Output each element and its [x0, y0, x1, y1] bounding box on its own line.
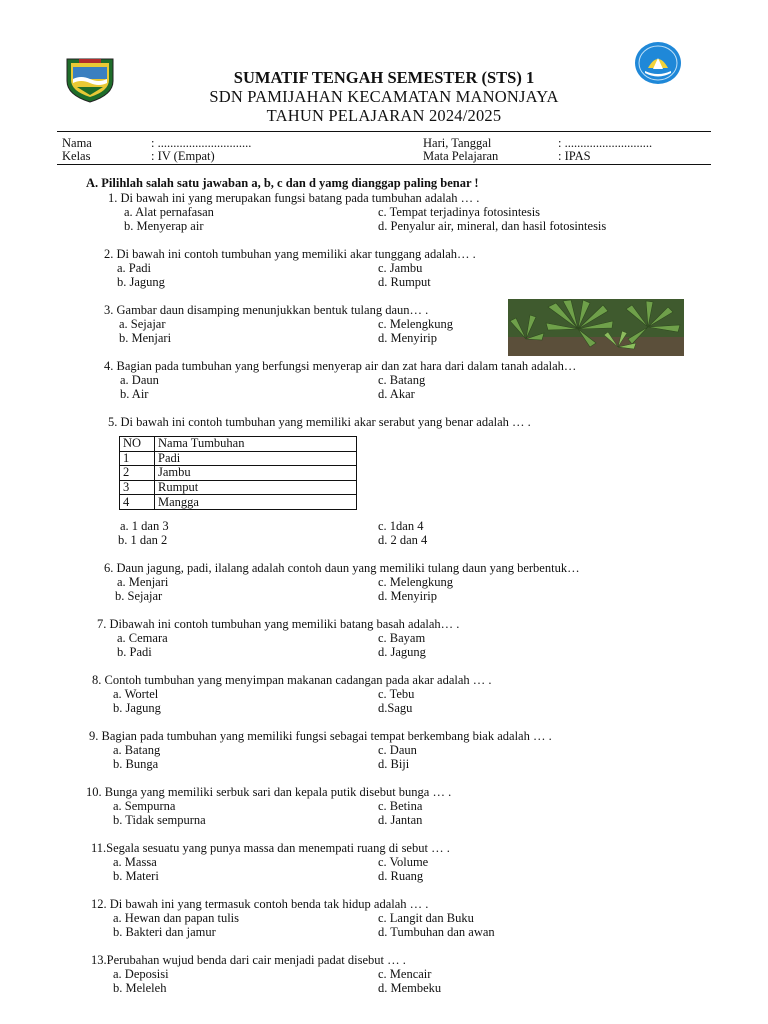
plant-table: [119, 436, 357, 510]
q5-option-a[interactable]: a. 1 dan 3: [120, 519, 169, 533]
q5-option-b[interactable]: b. 1 dan 2: [118, 533, 168, 547]
q7-option-d[interactable]: d. Jagung: [378, 645, 426, 659]
table-header-row: [120, 437, 357, 452]
q2-option-c[interactable]: c. Jambu: [378, 261, 423, 275]
q3-option-a[interactable]: a. Sejajar: [119, 317, 166, 331]
cassava-leaf-photo: [508, 299, 684, 356]
table-cell-no: 1: [120, 451, 155, 466]
q10-option-d[interactable]: d. Jantan: [378, 813, 423, 827]
q11-option-b[interactable]: b. Materi: [113, 869, 159, 883]
mapel-value: : IPAS: [558, 149, 591, 163]
q10-option-b[interactable]: b. Tidak sempurna: [113, 813, 206, 827]
q12-option-d[interactable]: d. Tumbuhan dan awan: [378, 925, 495, 939]
q8-option-a[interactable]: a. Wortel: [113, 687, 159, 701]
q8-option-b[interactable]: b. Jagung: [113, 701, 161, 715]
q1-option-c[interactable]: c. Tempat terjadinya fotosintesis: [378, 205, 541, 219]
q5-option-d[interactable]: d. 2 dan 4: [378, 533, 428, 547]
q8-option-c[interactable]: c. Tebu: [378, 687, 415, 701]
q11-option-a[interactable]: a. Massa: [113, 855, 157, 869]
q4-option-a[interactable]: a. Daun: [120, 373, 159, 387]
question-5: 5. Di bawah ini contoh tumbuhan yang memiliki akar serabut yang benar adalah … .: [108, 415, 531, 429]
question-3: 3. Gambar daun disamping menunjukkan bentuk tulang daun… .: [104, 303, 429, 317]
table-cell-name: Rumput: [155, 480, 357, 495]
q9-option-b[interactable]: b. Bunga: [113, 757, 159, 771]
kelas-label: Kelas: [62, 149, 91, 163]
kelas-value: : IV (Empat): [151, 149, 215, 163]
hari-label: Hari, Tanggal: [423, 136, 492, 150]
q4-option-d[interactable]: d. Akar: [378, 387, 415, 401]
table-row: [120, 480, 357, 495]
q7-option-a[interactable]: a. Cemara: [117, 631, 168, 645]
school-name: SDN PAMIJAHAN KECAMATAN MANONJAYA: [209, 87, 559, 106]
q13-option-a[interactable]: a. Deposisi: [113, 967, 169, 981]
q1-option-b[interactable]: b. Menyerap air: [124, 219, 204, 233]
q3-option-c[interactable]: c. Melengkung: [378, 317, 453, 331]
mapel-label: Mata Pelajaran: [423, 149, 499, 163]
table-cell-no: 2: [120, 466, 155, 481]
q1-option-a[interactable]: a. Alat pernafasan: [124, 205, 214, 219]
q3-option-b[interactable]: b. Menjari: [119, 331, 172, 345]
q9-option-a[interactable]: a. Batang: [113, 743, 161, 757]
q5-option-c[interactable]: c. 1dan 4: [378, 519, 424, 533]
table-row: [120, 466, 357, 481]
q9-option-c[interactable]: c. Daun: [378, 743, 417, 757]
q12-option-c[interactable]: c. Langit dan Buku: [378, 911, 474, 925]
question-6: 6. Daun jagung, padi, ilalang adalah contoh daun yang memiliki tulang daun yang berbentuk…: [104, 561, 580, 575]
q12-option-b[interactable]: b. Bakteri dan jamur: [113, 925, 216, 939]
question-4: 4. Bagian pada tumbuhan yang berfungsi menyerap air dan zat hara dari dalam tanah adalah…: [104, 359, 577, 373]
table-cell-name: Jambu: [155, 466, 357, 481]
academic-year: TAHUN PELAJARAN 2024/2025: [266, 106, 502, 125]
q9-option-d[interactable]: d. Biji: [378, 757, 410, 771]
section-a-instruction: A. Pilihlah salah satu jawaban a, b, c dan d yamg dianggap paling benar !: [86, 176, 479, 190]
question-13: 13.Perubahan wujud benda dari cair menjadi padat disebut … .: [91, 953, 406, 967]
table-cell-no: 4: [120, 495, 155, 510]
q11-option-d[interactable]: d. Ruang: [378, 869, 424, 883]
table-header-name: Nama Tumbuhan: [155, 437, 357, 452]
q2-option-a[interactable]: a. Padi: [117, 261, 152, 275]
q8-option-d[interactable]: d.Sagu: [378, 701, 413, 715]
q11-option-c[interactable]: c. Volume: [378, 855, 429, 869]
q2-option-b[interactable]: b. Jagung: [117, 275, 165, 289]
q13-option-c[interactable]: c. Mencair: [378, 967, 432, 981]
q13-option-d[interactable]: d. Membeku: [378, 981, 442, 995]
q6-option-c[interactable]: c. Melengkung: [378, 575, 453, 589]
q7-option-b[interactable]: b. Padi: [117, 645, 152, 659]
q10-option-a[interactable]: a. Sempurna: [113, 799, 176, 813]
q1-option-d[interactable]: d. Penyalur air, mineral, dan hasil fotosintesis: [378, 219, 607, 233]
nama-field[interactable]: : ..............................: [151, 136, 252, 150]
exam-title: SUMATIF TENGAH SEMESTER (STS) 1: [233, 68, 535, 87]
nama-label: Nama: [62, 136, 92, 150]
q3-option-d[interactable]: d. Menyirip: [378, 331, 438, 345]
q6-option-a[interactable]: a. Menjari: [117, 575, 169, 589]
hari-field[interactable]: : ............................: [558, 136, 653, 150]
q13-option-b[interactable]: b. Meleleh: [113, 981, 167, 995]
question-7: 7. Dibawah ini contoh tumbuhan yang memiliki batang basah adalah… .: [97, 617, 460, 631]
bottom-rule: [57, 164, 711, 165]
table-cell-name: Padi: [155, 451, 357, 466]
question-11: 11.Segala sesuatu yang punya massa dan menempati ruang di sebut … .: [91, 841, 450, 855]
q4-option-c[interactable]: c. Batang: [378, 373, 426, 387]
table-row: [120, 451, 357, 466]
q4-option-b[interactable]: b. Air: [120, 387, 149, 401]
q7-option-c[interactable]: c. Bayam: [378, 631, 426, 645]
q6-option-b[interactable]: b. Sejajar: [115, 589, 163, 603]
question-9: 9. Bagian pada tumbuhan yang memiliki fungsi sebagai tempat berkembang biak adalah … .: [89, 729, 552, 743]
question-10: 10. Bunga yang memiliki serbuk sari dan kepala putik disebut bunga … .: [86, 785, 452, 799]
q12-option-a[interactable]: a. Hewan dan papan tulis: [113, 911, 240, 925]
table-cell-no: 3: [120, 480, 155, 495]
table-cell-name: Mangga: [155, 495, 357, 510]
question-8: 8. Contoh tumbuhan yang menyimpan makanan cadangan pada akar adalah … .: [92, 673, 492, 687]
question-2: 2. Di bawah ini contoh tumbuhan yang memiliki akar tunggang adalah… .: [104, 247, 476, 261]
table-row: [120, 495, 357, 510]
question-12: 12. Di bawah ini yang termasuk contoh benda tak hidup adalah … .: [91, 897, 429, 911]
question-1: 1. Di bawah ini yang merupakan fungsi batang pada tumbuhan adalah … .: [108, 191, 480, 205]
table-header-no: NO: [120, 437, 155, 452]
q10-option-c[interactable]: c. Betina: [378, 799, 423, 813]
q2-option-d[interactable]: d. Rumput: [378, 275, 431, 289]
q6-option-d[interactable]: d. Menyirip: [378, 589, 438, 603]
top-rule: [57, 131, 711, 132]
